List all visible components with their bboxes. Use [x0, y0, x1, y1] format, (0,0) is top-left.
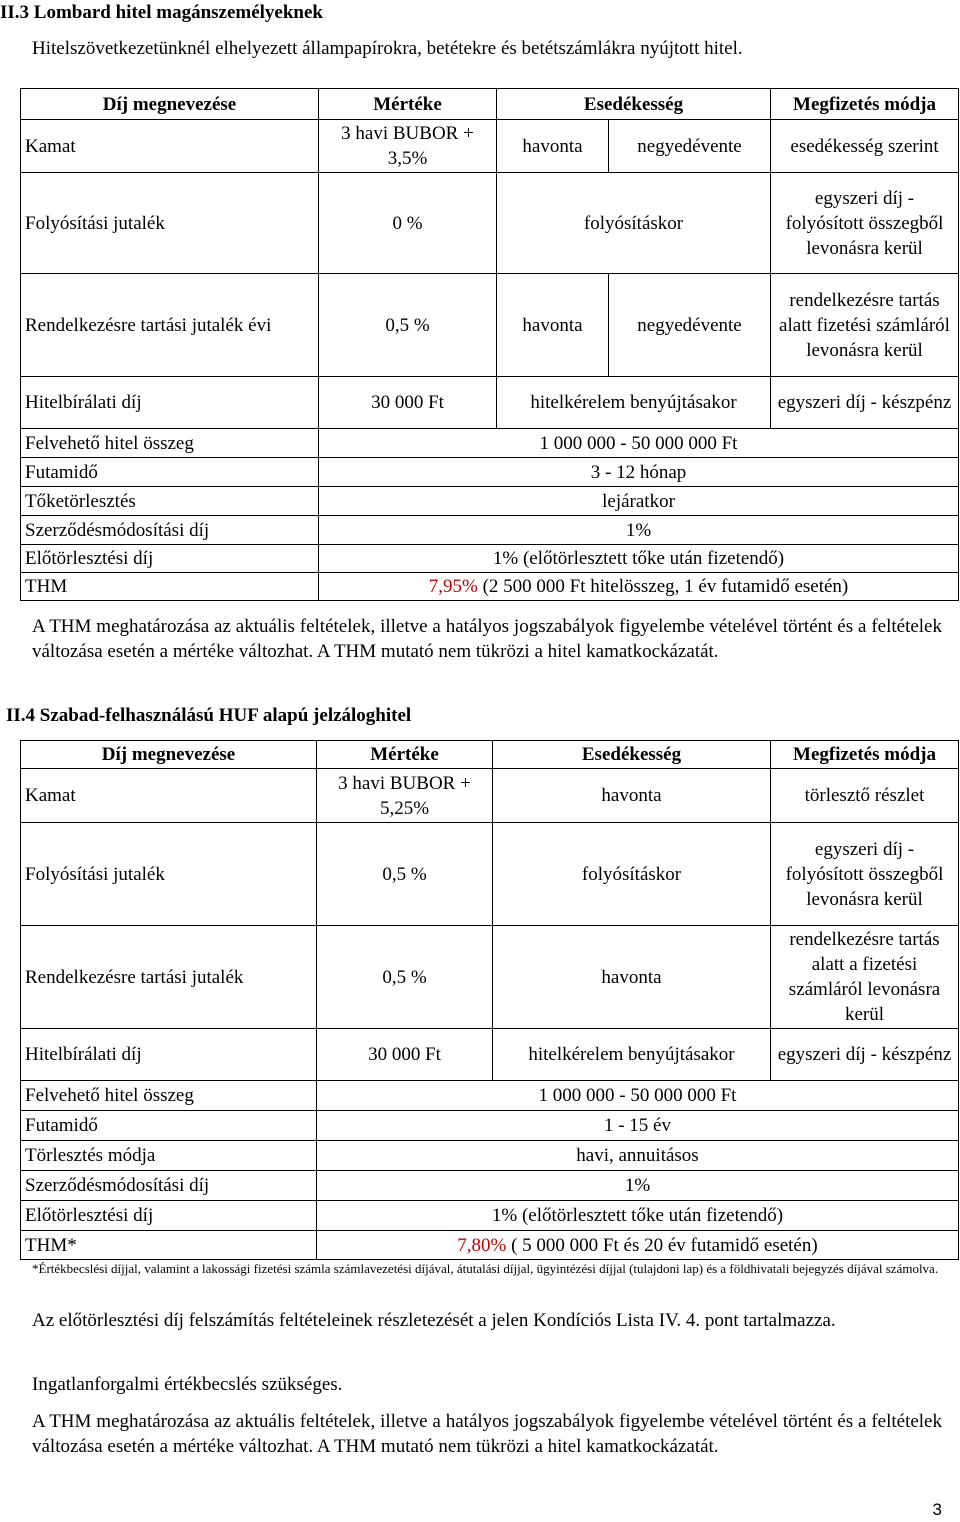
row-label-hitelbiralati: Hitelbírálati díj — [21, 1029, 317, 1081]
cell-due: havonta — [493, 769, 771, 823]
prepayment-paragraph: Az előtörlesztési díj felszámítás feltételeinek részletezését a jelen Kondíciós Lista IV. 4. pont tartalmazza. — [32, 1310, 836, 1331]
cell-rate: 0 % — [319, 173, 497, 274]
cell-rate: 0,5 % — [317, 823, 493, 926]
cell-payment: egyszeri díj - folyósított összegből levonásra kerül — [771, 173, 959, 274]
row-label: Felvehető hitel összeg — [21, 1081, 317, 1111]
header-fee-name: Díj megnevezése — [21, 741, 317, 769]
cell-due: hitelkérelem benyújtásakor — [493, 1029, 771, 1081]
thm-rate: 7,80% — [457, 1234, 507, 1256]
cell-payment: egyszeri díj - készpénz — [771, 377, 959, 429]
row-label-rendelkezesre: Rendelkezésre tartási jutalék évi — [21, 274, 319, 377]
section-heading-jelzaloghitel: II.4 Szabad-felhasználású HUF alapú jelzáloghitel — [6, 705, 412, 726]
cell-rate: 30 000 Ft — [317, 1029, 493, 1081]
cell-due: havonta — [497, 120, 609, 173]
cell-due: hitelkérelem benyújtásakor — [497, 377, 771, 429]
cell-due: havonta — [493, 926, 771, 1029]
cell-rate: 30 000 Ft — [319, 377, 497, 429]
header-amount: Mértéke — [317, 741, 493, 769]
cell-value: 1 000 000 - 50 000 000 Ft — [319, 429, 959, 458]
cell-rate: 3 havi BUBOR + 5,25% — [317, 769, 493, 823]
header-due: Esedékesség — [493, 741, 771, 769]
cell-due: havonta — [497, 274, 609, 377]
cell-payment: törlesztő részlet — [771, 769, 959, 823]
row-label-folyositasi: Folyósítási jutalék — [21, 173, 319, 274]
section-heading-lombard: II.3 Lombard hitel magánszemélyeknek — [0, 2, 323, 23]
row-label: Előtörlesztési díj — [21, 1201, 317, 1231]
row-label: Szerződésmódosítási díj — [21, 1171, 317, 1201]
cell-payment: egyszeri díj - készpénz — [771, 1029, 959, 1081]
thm-footnote: *Értékbecslési díjjal, valamint a lakossági fizetési számla számlavezetési díjával, átutalási díjjal, ügyintézési díjjal (tulajdoni lap) és a földhivatali bejegyzés díjával számolva. — [32, 1261, 939, 1276]
cell-thm-value — [319, 573, 959, 601]
section-intro: Hitelszövetkezetünknél elhelyezett állampapírokra, betétekre és betétszámlákra nyújtott hitel. — [32, 38, 743, 59]
thm-condition: ( 5 000 000 Ft és 20 év futamidő esetén) — [506, 1234, 818, 1256]
row-label-folyositasi: Folyósítási jutalék — [21, 823, 317, 926]
row-label: Tőketörlesztés — [21, 487, 319, 516]
row-label-hitelbiralati: Hitelbírálati díj — [21, 377, 319, 429]
cell-rate: 3 havi BUBOR + 3,5% — [319, 120, 497, 173]
cell-value: 1% (előtörlesztett tőke után fizetendő) — [317, 1201, 959, 1231]
cell-payment: rendelkezésre tartás alatt fizetési számláról levonásra kerül — [771, 274, 959, 377]
row-label: Szerződésmódosítási díj — [21, 516, 319, 545]
thm-note: A THM meghatározása az aktuális feltételek, illetve a hatályos jogszabályok figyelembe vételével történt és a feltételek változása esetén a mértéke változhat. A THM mutató nem tükrözi a hitel kamatkockázatát. — [32, 616, 942, 662]
cell-payment: esedékesség szerint — [771, 120, 959, 173]
header-payment: Megfizetés módja — [771, 89, 959, 120]
cell-due: negyedévente — [609, 120, 771, 173]
thm-condition: (2 500 000 Ft hitelösszeg, 1 év futamidő esetén) — [477, 576, 849, 597]
cell-payment: egyszeri díj - folyósított összegből levonásra kerül — [771, 823, 959, 926]
cell-due: negyedévente — [609, 274, 771, 377]
cell-value: 1% — [317, 1171, 959, 1201]
valuation-paragraph: Ingatlanforgalmi értékbecslés szükséges. — [32, 1374, 343, 1395]
row-label: Futamidő — [21, 1111, 317, 1141]
cell-value: 3 - 12 hónap — [319, 458, 959, 487]
cell-due: folyósításkor — [493, 823, 771, 926]
row-label-kamat: Kamat — [21, 120, 319, 173]
fee-table-lombard — [20, 88, 959, 601]
thm-rate: 7,95% — [428, 576, 478, 597]
thm-note: A THM meghatározása az aktuális feltételek, illetve a hatályos jogszabályok figyelembe vételével történt és a feltételek változása esetén a mértéke változhat. A THM mutató nem tükrözi a hitel kamatkockázatát. — [32, 1411, 942, 1457]
cell-value: 1 - 15 év — [317, 1111, 959, 1141]
page-number: 3 — [932, 1500, 942, 1519]
fee-table-jelzaloghitel — [20, 740, 959, 1260]
header-fee-name: Díj megnevezése — [21, 89, 319, 120]
row-label-thm: THM — [21, 573, 319, 601]
cell-rate: 0,5 % — [317, 926, 493, 1029]
header-payment: Megfizetés módja — [771, 741, 959, 769]
header-due: Esedékesség — [497, 89, 771, 120]
cell-value: 1 000 000 - 50 000 000 Ft — [317, 1081, 959, 1111]
cell-value: 1% — [319, 516, 959, 545]
cell-thm-value — [317, 1231, 959, 1260]
row-label-thm: THM* — [21, 1231, 317, 1260]
cell-value: 1% (előtörlesztett tőke után fizetendő) — [319, 545, 959, 573]
row-label-rendelkezesre: Rendelkezésre tartási jutalék — [21, 926, 317, 1029]
cell-due: folyósításkor — [497, 173, 771, 274]
cell-payment: rendelkezésre tartás alatt a fizetési számláról levonásra kerül — [771, 926, 959, 1029]
row-label: Előtörlesztési díj — [21, 545, 319, 573]
cell-rate: 0,5 % — [319, 274, 497, 377]
row-label: Felvehető hitel összeg — [21, 429, 319, 458]
header-amount: Mértéke — [319, 89, 497, 120]
row-label: Futamidő — [21, 458, 319, 487]
row-label-kamat: Kamat — [21, 769, 317, 823]
cell-value: havi, annuitásos — [317, 1141, 959, 1171]
row-label: Törlesztés módja — [21, 1141, 317, 1171]
cell-value: lejáratkor — [319, 487, 959, 516]
